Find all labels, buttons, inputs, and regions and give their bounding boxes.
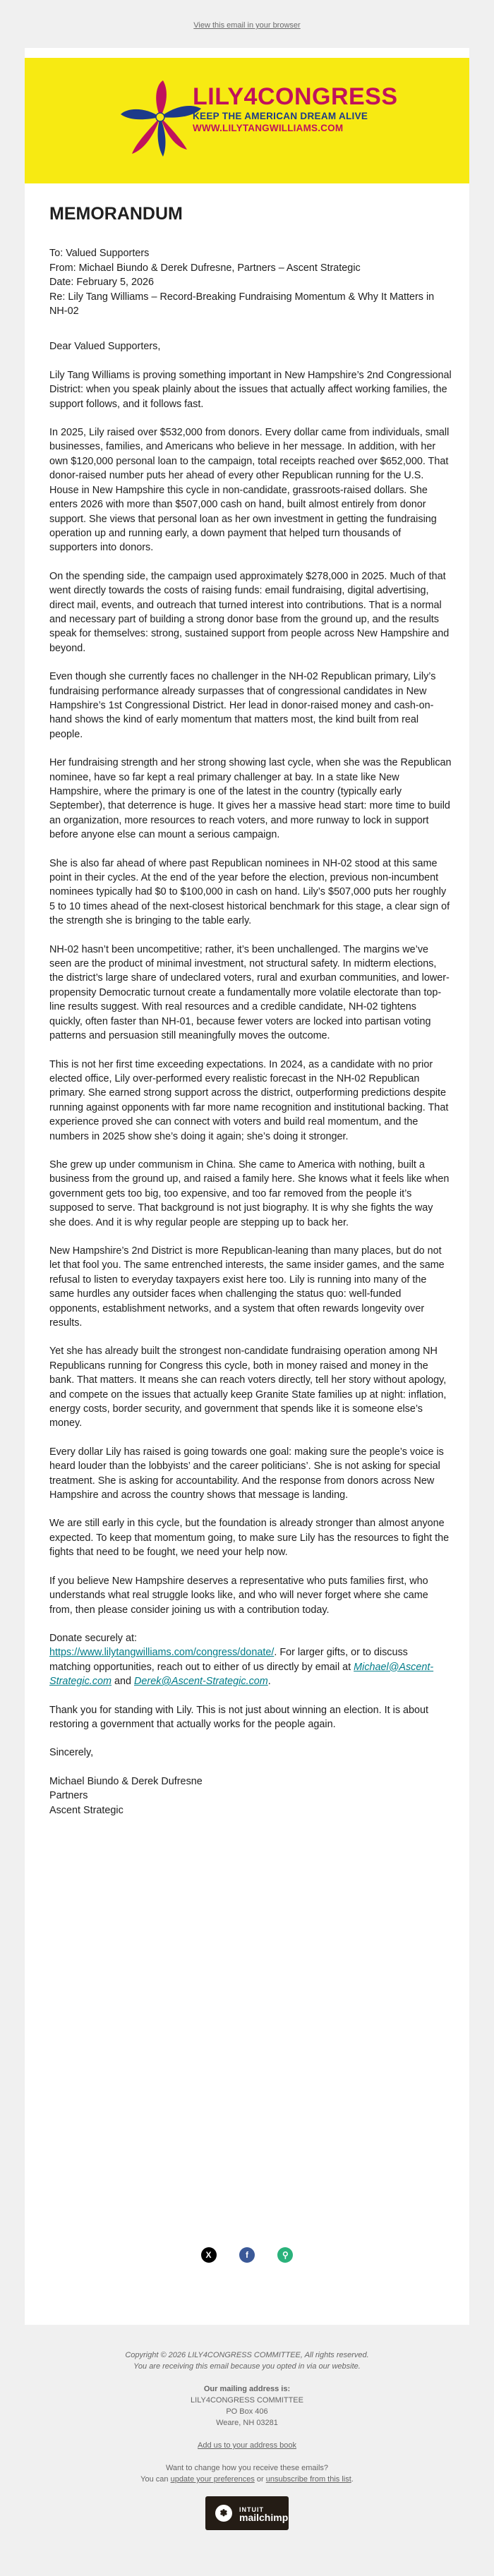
brand-url: WWW.LILYTANGWILLIAMS.COM: [193, 123, 344, 133]
signature-block: [49, 1774, 452, 1818]
preheader: [0, 0, 494, 48]
closing-paragraph: Thank you for standing with Lily. This is not just about winning an election. It is about restoring a government that actually works for the people again.: [49, 1704, 429, 1730]
paragraph: Yet she has already built the strongest non-candidate fundraising operation among NH Republicans running for Congress this cycle, both in money raised and money in the bank. That matters. It means she can reach voters directly, tell her story without apology, and compete on the issues that actually keep Granite State families up at night: inflation, energy costs, border security, and government that spends like it is someone else’s money.: [49, 1346, 447, 1429]
add-address-book-link[interactable]: Add us to your address book: [197, 2441, 297, 2450]
change-question: Want to change how you receive these emails?: [165, 2464, 329, 2472]
memo-re: Re: Lily Tang Williams – Record-Breaking Fundraising Momentum & Why It Matters in NH-02: [49, 291, 435, 318]
sign-off: Sincerely,: [49, 1747, 94, 1759]
memo-title: MEMORANDUM: [49, 204, 183, 224]
header-banner[interactable]: [25, 58, 469, 183]
paragraph: She grew up under communism in China. She came to America with nothing, built a business from the ground up, and raised a family here. She knows what it feels like when government gets too big, too expensive, and too far removed from the people it’s supposed to serve. That background is not just biography. It is why she fights the way she does. And it is why regular people are stepping up to back her.: [49, 1159, 450, 1228]
footer: Copyright © 2026 LILY4CONGRESS COMMITTEE, All rights reserved. You are receiving this email because you opted in via our website. Our mailing address is: LILY4CONGRESS COMMITTEE PO Box 406 Weare, NH 03281 Add us to your address book Want to change how you receive these emails? You can update your preferences or unsubscribe from this list. ✽ INTUIT mailchimp: [0, 2350, 494, 2534]
memo-from: From: Michael Biundo & Derek Dufresne, Partners – Ascent Strategic: [49, 262, 361, 274]
paragraph: Even though she currently faces no challenger in the NH-02 Republican primary, Lily’s fundraising performance already surpasses that of congressional candidates in New Hampshire’s 1st Congressional District. Her lead in donor-raised money and cash-on-hand shows the kind of early momentum that matters most, the kind built from real people.: [49, 671, 436, 740]
brand-tagline: KEEP THE AMERICAN DREAM ALIVE: [193, 111, 368, 121]
paragraph: Lily Tang Williams is proving something important in New Hampshire’s 2nd Congressional District: when you speak plainly about the issues that actually affect working families, the support follows, and it follows fast.: [49, 369, 452, 410]
x-icon[interactable]: X: [201, 2247, 217, 2263]
mailchimp-logo-icon: ✽: [215, 2505, 232, 2522]
company: Ascent Strategic: [49, 1804, 124, 1816]
donate-link[interactable]: https://www.lilytangwilliams.com/congress/donate/: [49, 1647, 275, 1659]
paragraph: We are still early in this cycle, but the foundation is already stronger than almost anyone expected. To keep that momentum going, to make sure Lily has the resources to fight the fights that need to be fought, we need your help now.: [49, 1518, 450, 1559]
memo-to: To: Valued Supporters: [49, 248, 150, 260]
greeting: Dear Valued Supporters,: [49, 341, 161, 353]
memo-date: Date: February 5, 2026: [49, 277, 154, 289]
email-link-michael[interactable]: Michael@Ascent-Strategic.com: [49, 1661, 434, 1688]
memo-body: [49, 201, 452, 1818]
website-link-icon[interactable]: ⚲: [277, 2247, 293, 2263]
city-state: Weare, NH 03281: [216, 2419, 278, 2427]
memo-header: [49, 246, 452, 318]
social-links: [0, 2247, 494, 2263]
paragraph: In 2025, Lily raised over $532,000 from donors. Every dollar came from individuals, small businesses, families, and Americans who believe in her message. In addition, with her own $120,000 personal loan to the campaign, total receipts reached over $652,000. That donor-raised number puts her ahead of every other Republican running for the U.S. House in New Hampshire this cycle in non-candidate, grassroots-raised dollars. She enters 2026 with more than $507,000 cash on hand, built almost entirely from donor support. She views that personal loan as her own investment in getting the fundraising operation up and running early, a down payment that helped turn thousands of supporters into donors.: [49, 427, 450, 554]
paragraph: If you believe New Hampshire deserves a representative who puts families first, who understands what real struggle looks like, and who will never forget where she came from, then please consider joining us with a contribution today.: [49, 1575, 428, 1616]
paragraph: NH-02 hasn’t been uncompetitive; rather, it’s been unchallenged. The margins we’ve seen are the product of minimal investment, not structural safety. In midterm elections, the district’s large share of undeclared voters, rural and exurban communities, and lower-propensity Democratic turnout create a fundamentally more volatile electorate than top-line results suggest. With real resources and a credible candidate, NH-02 tightens quickly, often faster than NH-01, because fewer voters are locked into partisan voting patterns and persuasion still meaningfully moves the outcome.: [49, 943, 450, 1042]
paragraph: On the spending side, the campaign used approximately $278,000 in 2025. Much of that went directly towards the costs of raising funds: email fundraising, digital advertising, direct mail, events, and outreach that turned interest into contributions. That is a normal and necessary part of building a strong donor base from the ground up, and the results speak for themselves: strong, sustained support from people across New Hampshire and beyond.: [49, 570, 450, 654]
paragraph: She is also far ahead of where past Republican nominees in NH-02 stood at this same point in their cycles. At the end of the year before the election, previous non-incumbent nominees typically had $0 to $100,000 in cash on hand. Lily’s $507,000 puts her roughly 5 to 10 times ahead of the next-closest historical benchmark for this stage, a clear sign of the strength she is bringing to the table early.: [49, 857, 450, 927]
paragraph: This is not her first time exceeding expectations. In 2024, as a candidate with no prior elected office, Lily over-performed every realistic forecast in the NH-02 Republican primary. She earned strong support across the district, outperforming predictions despite running against opponents with far more name recognition and institutional backing. That experience proved she can connect with voters and build real momentum, and the numbers in 2025 show she’s doing it again; she’s doing it stronger.: [49, 1058, 449, 1142]
paragraph: Her fundraising strength and her strong showing last cycle, when she was the Republican nominee, have so far kept a real primary challenger at bay. In a state like New Hampshire, where the primary is one of the latest in the country (typically early September), that deterrence is huge. It gives her a massive head start: more time to build an organization, more resources to reach voters, and more runway to lock in support before anyone else can mount a serious campaign.: [49, 757, 452, 841]
facebook-icon[interactable]: f: [239, 2247, 255, 2263]
update-preferences-link[interactable]: update your preferences: [170, 2475, 255, 2484]
signer-title: Partners: [49, 1790, 88, 1802]
signers: Michael Biundo & Derek Dufresne: [49, 1775, 203, 1787]
paragraph: Every dollar Lily has raised is going towards one goal: making sure the people’s voice is heard louder than the lobbyists’ and the career politicians’. She is not asking for special treatment. She is asking for accountability. And the response from donors across New Hampshire and across the country shows that message is landing.: [49, 1446, 444, 1501]
copyright: Copyright © 2026 LILY4CONGRESS COMMITTEE, All rights reserved.: [125, 2351, 369, 2359]
view-in-browser-link[interactable]: View this email in your browser: [193, 21, 301, 30]
unsubscribe-link[interactable]: unsubscribe from this list: [265, 2475, 351, 2484]
brand-name: LILY4CONGRESS: [193, 83, 398, 110]
paragraph: New Hampshire’s 2nd District is more Republican-leaning than many places, but do not let that fool you. The same entrenched interests, the same insider games, and the same refusal to listen to everyday taxpayers exist here too. Lily is running into many of the same hurdles any outsider faces when challenging the status quo: well-funded opponents, establishment networks, and a system that often rewards longevity over results.: [49, 1245, 445, 1329]
email-link-derek[interactable]: Derek@Ascent-Strategic.com: [134, 1676, 268, 1688]
opt-in-reason: You are receiving this email because you opted in via our website.: [133, 2362, 361, 2371]
po-box: PO Box 406: [226, 2407, 268, 2416]
mailing-label: Our mailing address is:: [203, 2385, 291, 2393]
org-name: LILY4CONGRESS COMMITTEE: [191, 2396, 303, 2405]
logo-wordmark: [193, 83, 447, 133]
donate-paragraph: Donate securely at: https://www.lilytangwilliams.com/congress/donate/. For larger gifts, or to discuss matching opportunities, reach out to either of us directly by email at Michael@Ascent-Strategic.com and Derek@Ascent-Strategic.com.: [49, 1632, 434, 1688]
mailchimp-badge[interactable]: ✽ INTUIT mailchimp: [205, 2496, 289, 2530]
